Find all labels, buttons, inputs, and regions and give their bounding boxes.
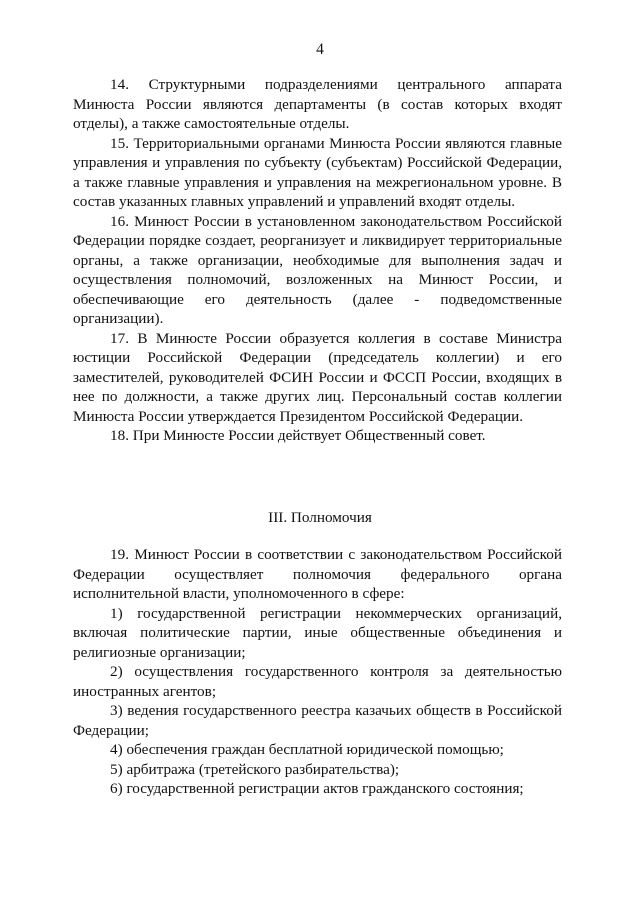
paragraph-14: 14. Структурными подразделениями центрального аппарата Минюста России являются департаменты (в состав которых входят отделы), а также самостоятельные отделы. xyxy=(73,76,562,132)
body-text-lower xyxy=(73,545,562,799)
body-text-upper xyxy=(73,75,562,446)
paragraph-16: 16. Минюст России в установленном законодательством Российской Федерации порядке создает, реорганизует и ликвидирует территориальные органы, а также организации, необходимые для выполнения задач и осуществления полномочий, возложенных на Минюст России, и обеспечивающие его деятельность (далее - подведомственные организации). xyxy=(73,212,562,327)
list-item-4: 4) обеспечения граждан бесплатной юридической помощью; xyxy=(110,741,504,758)
section-heading: III. Полномочия xyxy=(268,509,372,526)
paragraph-15: 15. Территориальными органами Минюста России являются главные управления и управления по субъекту (субъектам) Российской Федерации, а также главные управления и управления на межрегиональном уровне. В состав указанных главных управлений и управлений входят отделы. xyxy=(73,134,562,210)
list-item-2: 2) осуществления государственного контроля за деятельностью иностранных агентов; xyxy=(73,663,562,700)
paragraph-17: 17. В Минюсте России образуется коллегия в составе Министра юстиции Российской Федерации (председатель коллегии) и его заместителей, руководителей ФСИН России и ФССП России, входящих в нее по должности, а также других лиц. Персональный состав коллегии Минюста России утверждается Президентом Российской Федерации. xyxy=(73,329,562,425)
list-item-5: 5) арбитража (третейского разбирательства); xyxy=(110,760,400,778)
paragraph-18: 18. При Минюсте России действует Общественный совет. xyxy=(110,427,486,444)
list-item-1: 1) государственной регистрации некоммерческих организаций, включая политические партии, иные общественные объединения и религиозные организации; xyxy=(73,604,562,661)
list-item-3: 3) ведения государственного реестра казачьих обществ в Российской Федерации; xyxy=(73,702,562,739)
page-number: 4 xyxy=(316,41,324,58)
paragraph-19: 19. Минюст России в соответствии с законодательством Российской Федерации осуществляет полномочия федерального органа исполнительной власти, уполномоченного в сфере: xyxy=(73,546,562,602)
list-item-6: 6) государственной регистрации актов гражданского состояния; xyxy=(110,780,524,797)
